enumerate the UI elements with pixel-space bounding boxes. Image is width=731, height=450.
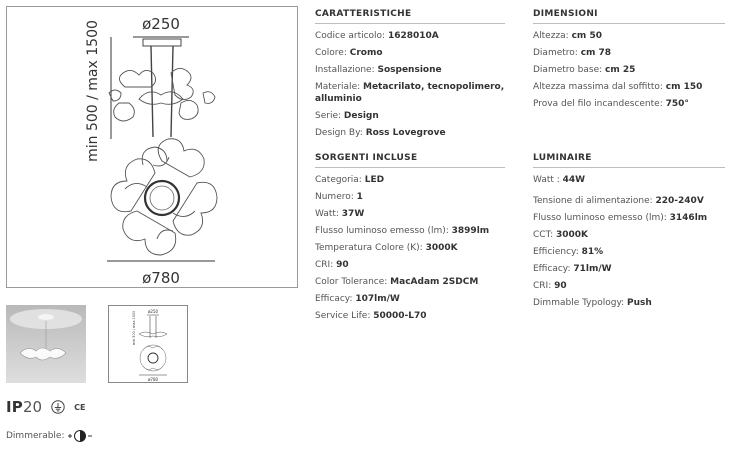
spec-label: Watt: [315, 209, 342, 219]
caratteristiche-section [315, 8, 505, 142]
spec-label: Flusso luminoso emesso (lm): [315, 226, 452, 236]
section-title: LUMINAIRE [533, 152, 725, 168]
spec-label: Dimmable Typology: [533, 298, 628, 308]
product-photo-thumbnail[interactable] [6, 305, 86, 383]
ground-icon [51, 400, 65, 414]
thumb-top-diameter: ø250 [147, 309, 159, 314]
spec-value: MacAdam 2SDCM [390, 277, 479, 287]
spec-label: Numero: [315, 192, 357, 202]
spec-row [315, 240, 505, 257]
ip-rating-label: IP [6, 398, 23, 416]
spec-label: Color Tolerance: [315, 277, 391, 287]
spec-value: 1 [356, 192, 363, 202]
spec-value: 90 [554, 281, 567, 291]
spec-value: cm 50 [571, 31, 602, 41]
spec-row [315, 62, 505, 79]
spec-label: Colore: [315, 48, 350, 58]
section-title: DIMENSIONI [533, 8, 725, 24]
spec-value: 44W [562, 175, 586, 185]
spec-row [533, 210, 725, 227]
spec-label: CCT: [533, 230, 556, 240]
spec-row [533, 45, 725, 62]
dimmerable-label: Dimmerable: [6, 431, 65, 441]
spec-row [315, 79, 505, 108]
spec-row [315, 206, 505, 223]
spec-label: Efficiency: [533, 247, 582, 257]
spec-row [315, 223, 505, 240]
spec-label: Tensione di alimentazione: [533, 196, 656, 206]
spec-value: 50000-L70 [373, 311, 427, 321]
spec-row [533, 193, 725, 210]
spec-value: 107lm/W [355, 294, 400, 304]
spec-row [533, 227, 725, 244]
spec-value: 3000K [555, 230, 589, 240]
spec-label: Categoria: [315, 175, 365, 185]
spec-value: 3899lm [451, 226, 490, 236]
spec-label: Codice articolo: [315, 31, 388, 41]
spec-row [533, 96, 725, 113]
spec-row [533, 261, 725, 278]
spec-value: LED [364, 175, 385, 185]
spec-label: Design By: [315, 128, 366, 138]
spec-label: CRI: [533, 281, 555, 291]
luminaire-section [533, 152, 725, 312]
lamp-photo-image [6, 305, 86, 383]
height-range-label: min 500 / max 1500 [85, 20, 101, 162]
spec-label: Watt : [533, 175, 563, 185]
ce-mark: CE [74, 402, 86, 412]
dimensioni-section [533, 8, 725, 113]
spec-row [315, 291, 505, 308]
spec-row [533, 172, 725, 189]
spec-row [533, 278, 725, 295]
spec-row [533, 244, 725, 261]
lamp-side-view [109, 68, 215, 121]
spec-row [315, 108, 505, 125]
spec-value: 1628010A [387, 31, 439, 41]
spec-label: Prova del filo incandescente: [533, 99, 666, 109]
spec-value: 220-240V [655, 196, 704, 206]
sorgenti-incluse-section [315, 152, 505, 325]
dimmer-icon [67, 429, 93, 443]
spec-value: Metacrilato, tecnopolimero, alluminio [315, 82, 505, 104]
spec-label: Temperatura Colore (K): [315, 243, 426, 253]
spec-row [315, 172, 505, 189]
spec-row [315, 45, 505, 62]
spec-label: Diametro: [533, 48, 581, 58]
ceiling-canopy [143, 39, 181, 46]
spec-row [315, 28, 505, 45]
top-diameter-label: ø250 [142, 15, 180, 33]
spec-value: Push [627, 298, 652, 308]
spec-row [533, 79, 725, 96]
spec-row [533, 62, 725, 79]
spec-value: 81% [581, 247, 604, 257]
spec-value: Sospensione [377, 65, 442, 75]
ip-rating-value: 20 [22, 398, 43, 416]
technical-drawing [6, 6, 298, 288]
spec-value: Design [343, 111, 379, 121]
spec-label: Efficacy: [315, 294, 356, 304]
bottom-diameter-label: ø780 [142, 269, 180, 287]
spec-label: Flusso luminoso emesso (lm): [533, 213, 670, 223]
thumb-bottom-diameter: ø780 [147, 377, 159, 382]
dimmerable-row [6, 429, 93, 443]
spec-row [315, 274, 505, 291]
spec-label: Serie: [315, 111, 344, 121]
section-title: CARATTERISTICHE [315, 8, 505, 24]
certification-badges [6, 397, 85, 417]
spec-value: cm 25 [605, 65, 636, 75]
spec-label: Installazione: [315, 65, 378, 75]
spec-row [533, 295, 725, 312]
lamp-drawing-svg [7, 7, 299, 289]
technical-drawing-thumbnail[interactable] [108, 305, 188, 383]
spec-label: Altezza massima dal soffitto: [533, 82, 666, 92]
spec-value: Ross Lovegrove [365, 128, 446, 138]
spec-label: Efficacy: [533, 264, 574, 274]
spec-label: Materiale: [315, 82, 363, 92]
spec-row [315, 257, 505, 274]
spec-value: 750° [665, 99, 689, 109]
spec-label: Service Life: [315, 311, 374, 321]
spec-value: 37W [341, 209, 365, 219]
spec-value: 3146lm [669, 213, 708, 223]
spec-value: cm 78 [580, 48, 612, 58]
spec-label: Diametro base: [533, 65, 605, 75]
spec-label: Altezza: [533, 31, 572, 41]
spec-value: cm 150 [665, 82, 703, 92]
spec-label: CRI: [315, 260, 337, 270]
spec-row [315, 308, 505, 325]
spec-row [315, 189, 505, 206]
spec-value: Cromo [349, 48, 383, 58]
drawing-thumbnail-image [109, 306, 188, 383]
section-title: SORGENTI INCLUSE [315, 152, 505, 168]
spec-value: 71lm/W [573, 264, 612, 274]
thumb-height-range: min 500 / max 1500 [132, 310, 136, 346]
spec-value: 90 [336, 260, 349, 270]
spec-row [533, 28, 725, 45]
spec-value: 3000K [425, 243, 458, 253]
spec-row [315, 125, 505, 142]
